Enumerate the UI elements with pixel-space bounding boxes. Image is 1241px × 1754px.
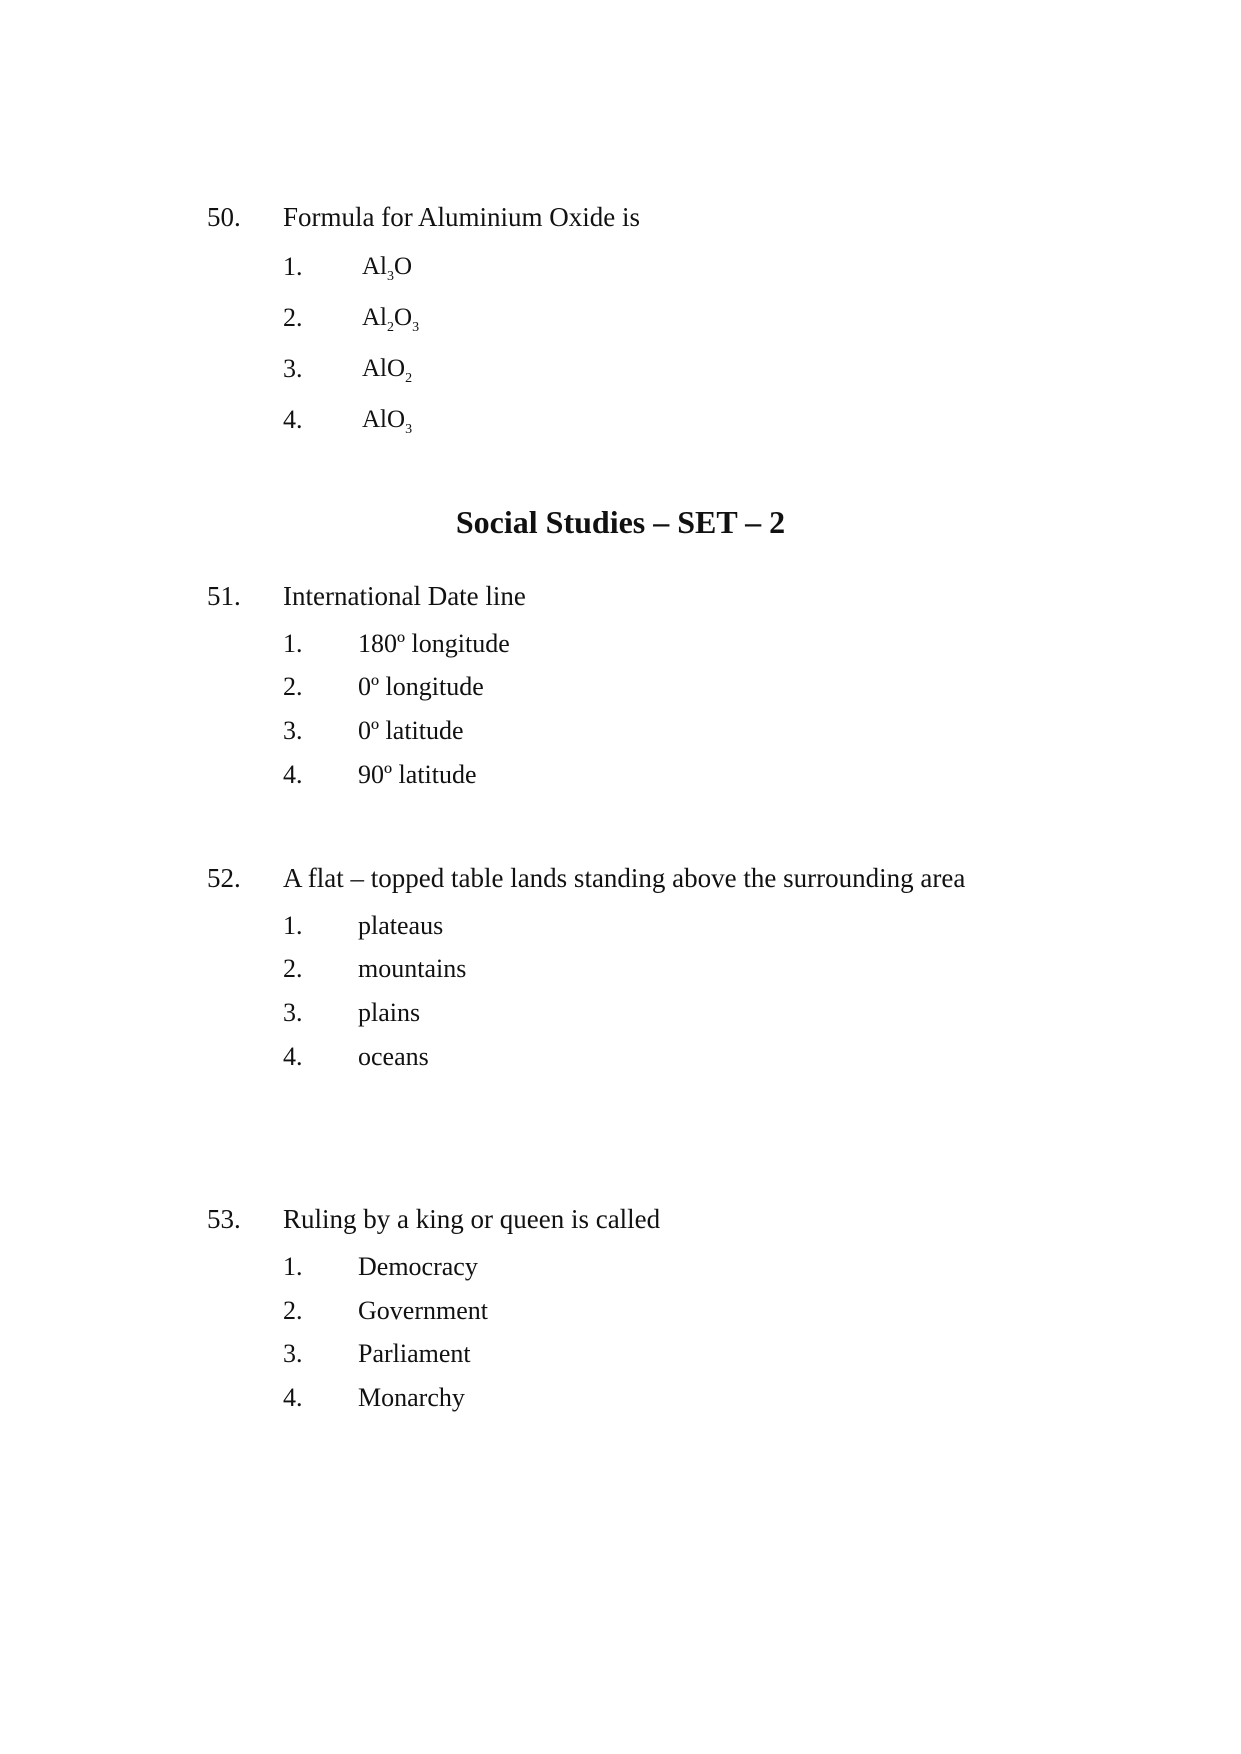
question-number: 53. (207, 1204, 241, 1234)
option-text: mountains (358, 954, 467, 983)
option-number: 2. (283, 672, 303, 701)
question-number: 51. (207, 581, 241, 611)
formula-element: O (394, 253, 413, 280)
question-text: Ruling by a king or queen is called (283, 1204, 661, 1234)
option-number: 2. (283, 1296, 303, 1325)
option-number: 4. (283, 405, 303, 434)
option-number: 1. (283, 911, 303, 940)
option-text: Monarchy (358, 1383, 465, 1412)
option-number: 1. (283, 252, 303, 281)
option-text: 180º longitude (358, 629, 510, 658)
question-text: International Date line (283, 581, 526, 611)
formula-element: AlO (362, 355, 406, 382)
formula-element: Al (362, 304, 387, 331)
option-text: plains (358, 998, 421, 1027)
option-number: 3. (283, 1339, 303, 1368)
option-formula (362, 404, 412, 436)
option-formula (362, 302, 419, 334)
question-text: A flat – topped table lands standing above the surrounding area (283, 863, 966, 893)
option-text: plateaus (358, 911, 444, 940)
option-text: 0º latitude (358, 716, 464, 745)
formula-subscript: 2 (405, 371, 413, 386)
option-number: 3. (283, 998, 303, 1027)
option-text: Parliament (358, 1339, 471, 1368)
option-text: 90º latitude (358, 760, 477, 789)
option-number: 3. (283, 354, 303, 383)
option-number: 3. (283, 716, 303, 745)
formula-subscript: 2 (387, 320, 394, 335)
question-number: 52. (207, 863, 241, 893)
option-number: 2. (283, 954, 303, 983)
option-formula (362, 251, 412, 283)
option-number: 2. (283, 303, 303, 332)
question-text: Formula for Aluminium Oxide is (283, 202, 640, 232)
option-text: Government (358, 1296, 488, 1325)
question-number: 50. (207, 202, 241, 232)
formula-subscript: 3 (412, 320, 420, 335)
formula-subscript: 3 (405, 422, 413, 437)
option-formula (362, 353, 412, 385)
option-number: 1. (283, 1252, 303, 1281)
option-number: 4. (283, 760, 303, 789)
option-number: 4. (283, 1042, 303, 1071)
option-number: 4. (283, 1383, 303, 1412)
formula-element: Al (362, 253, 387, 280)
formula-element: AlO (362, 406, 406, 433)
section-title: Social Studies – SET – 2 (455, 504, 786, 540)
option-text: oceans (358, 1042, 429, 1071)
formula-element: O (394, 304, 413, 331)
option-number: 1. (283, 629, 303, 658)
option-text: 0º longitude (358, 672, 484, 701)
option-text: Democracy (358, 1252, 478, 1281)
formula-subscript: 3 (387, 269, 394, 284)
